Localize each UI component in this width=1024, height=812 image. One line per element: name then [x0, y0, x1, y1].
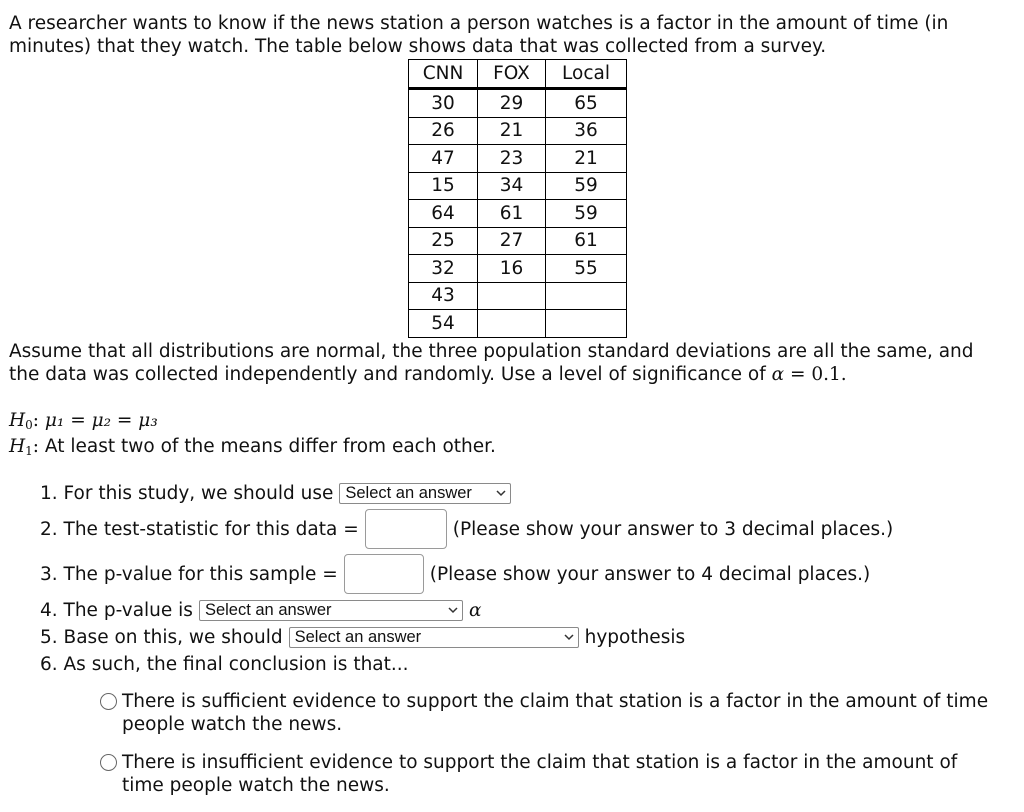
h0-subscript: 0 — [25, 418, 33, 432]
conclusion-option-insufficient[interactable] — [100, 751, 1000, 797]
table-cell: 47 — [409, 145, 478, 173]
question-3-hint: (Please show your answer to 4 decimal places.) — [429, 563, 871, 585]
question-2-label: 2. The test-statistic for this data = — [40, 518, 359, 540]
question-2-hint: (Please show your answer to 3 decimal places.) — [452, 518, 894, 540]
chevron-down-icon — [447, 604, 459, 616]
column-header-cnn: CNN — [409, 60, 478, 89]
table-row — [409, 200, 627, 228]
decision-select-value: Select an answer — [294, 627, 422, 646]
null-hypothesis — [9, 409, 158, 437]
h0-colon: : — [32, 410, 40, 431]
table-cell: 21 — [478, 117, 546, 145]
test-type-select-value: Select an answer — [345, 483, 472, 502]
table-cell: 43 — [409, 282, 478, 310]
chevron-down-icon — [495, 487, 507, 499]
table-row — [409, 172, 627, 200]
conclusion-option-label: There is sufficient evidence to support the claim that station is a factor in the amount of time people watch the news. — [122, 691, 989, 735]
decision-select[interactable] — [289, 627, 579, 648]
table-cell — [546, 310, 627, 338]
column-header-local: Local — [546, 60, 627, 89]
h1-label: H — [9, 436, 26, 457]
question-6-label: 6. As such, the final conclusion is that... — [40, 653, 409, 675]
table-cell: 36 — [546, 117, 627, 145]
table-cell: 27 — [478, 227, 546, 255]
table-row — [409, 89, 627, 118]
question-5-suffix: hypothesis — [584, 626, 686, 648]
h0-label: H — [9, 410, 26, 431]
question-4-label: 4. The p-value is — [40, 599, 193, 621]
table-cell: 59 — [546, 172, 627, 200]
test-type-select[interactable] — [339, 483, 511, 504]
table-cell: 21 — [546, 145, 627, 173]
table-row — [409, 117, 627, 145]
table-row — [409, 145, 627, 173]
radio-button[interactable] — [100, 693, 117, 710]
table-cell: 59 — [546, 200, 627, 228]
table-cell: 26 — [409, 117, 478, 145]
table-cell: 61 — [478, 200, 546, 228]
h1-text: At least two of the means differ from each other. — [44, 436, 496, 457]
question-2 — [40, 508, 893, 550]
table-cell: 54 — [409, 310, 478, 338]
alpha-symbol: α — [771, 364, 785, 385]
test-statistic-input[interactable] — [365, 509, 447, 549]
table-cell: 65 — [546, 89, 627, 118]
assumptions-text — [9, 340, 1009, 386]
assumptions-body: Assume that all distributions are normal, the three population standard deviations are all the same, and the data was collected independently and randomly. Use a level of significance of — [9, 341, 974, 385]
question-3 — [40, 553, 870, 595]
table-cell: 25 — [409, 227, 478, 255]
table-cell: 34 — [478, 172, 546, 200]
table-row — [409, 282, 627, 310]
table-cell — [478, 282, 546, 310]
chevron-down-icon — [563, 631, 575, 643]
table-row — [409, 310, 627, 338]
column-header-fox: FOX — [478, 60, 546, 89]
data-table — [408, 59, 627, 338]
table-cell — [478, 310, 546, 338]
conclusion-option-label: There is insufficient evidence to support the claim that station is a factor in the amount of time people watch the news. — [122, 752, 958, 796]
table-cell: 23 — [478, 145, 546, 173]
question-6 — [40, 652, 409, 676]
table-cell: 55 — [546, 255, 627, 283]
question-1 — [40, 481, 511, 505]
table-header-row — [409, 60, 627, 89]
conclusion-option-sufficient[interactable] — [100, 690, 1000, 736]
table-row — [409, 255, 627, 283]
p-value-comparison-select[interactable] — [199, 600, 463, 621]
table-cell: 16 — [478, 255, 546, 283]
table-cell — [546, 282, 627, 310]
table-row — [409, 227, 627, 255]
question-4 — [40, 598, 481, 622]
p-value-comparison-select-value: Select an answer — [204, 600, 332, 619]
question-1-label: 1. For this study, we should use — [40, 482, 334, 504]
h1-colon: : — [32, 436, 40, 457]
alpha-value: = 0.1. — [789, 364, 847, 385]
question-4-alpha: α — [468, 599, 482, 621]
table-cell: 29 — [478, 89, 546, 118]
table-cell: 32 — [409, 255, 478, 283]
table-cell: 64 — [409, 200, 478, 228]
h0-expression: μ₁ = μ₂ = μ₃ — [44, 410, 158, 431]
question-3-label: 3. The p-value for this sample = — [40, 563, 338, 585]
table-cell: 30 — [409, 89, 478, 118]
h1-subscript: 1 — [25, 444, 33, 458]
table-cell: 15 — [409, 172, 478, 200]
p-value-input[interactable] — [344, 554, 424, 594]
radio-button[interactable] — [100, 754, 117, 771]
problem-intro: A researcher wants to know if the news station a person watches is a factor in the amount of time (in minutes) that they watch. The table below shows data that was collected from a survey. — [9, 13, 949, 57]
question-5 — [40, 625, 685, 649]
table-cell: 61 — [546, 227, 627, 255]
question-5-label: 5. Base on this, we should — [40, 626, 283, 648]
alternative-hypothesis — [9, 435, 496, 463]
